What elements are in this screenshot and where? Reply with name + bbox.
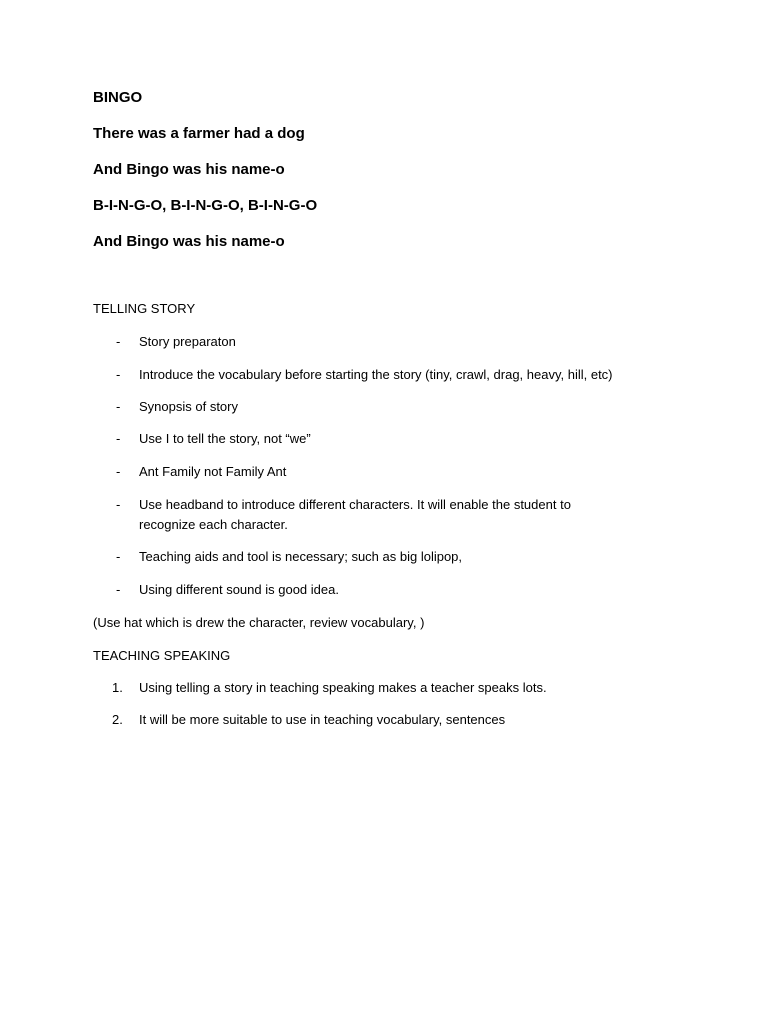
list-number: 1. <box>112 680 123 695</box>
list-dash: - <box>116 549 121 564</box>
section-heading-telling-story: TELLING STORY <box>93 301 196 316</box>
list-item-text: Ant Family not Family Ant <box>139 464 287 479</box>
list-item-text: Use headband to introduce different characters. It will enable the student to recognize each character. <box>139 497 571 532</box>
list-item-text: Synopsis of story <box>139 399 238 414</box>
list-dash: - <box>116 367 121 382</box>
list-dash: - <box>116 431 121 446</box>
song-line: B-I-N-G-O, B-I-N-G-O, B-I-N-G-O <box>93 197 318 214</box>
list-item-text: Use I to tell the story, not “we” <box>139 431 311 446</box>
list-item-text: Introduce the vocabulary before starting the story (tiny, crawl, drag, heavy, hill, etc) <box>139 367 613 382</box>
numbered-list-item <box>112 678 672 698</box>
song-line: There was a farmer had a dog <box>93 125 305 142</box>
list-item-text: Using different sound is good idea. <box>139 582 339 597</box>
list-item <box>112 365 732 385</box>
section-heading-teaching-speaking: TEACHING SPEAKING <box>93 648 231 663</box>
list-item <box>112 397 672 417</box>
list-dash: - <box>116 334 121 349</box>
list-item <box>112 547 672 567</box>
list-item <box>112 462 672 482</box>
list-item <box>112 429 672 449</box>
song-line: And Bingo was his name-o <box>93 233 285 250</box>
list-item <box>112 332 672 352</box>
list-dash: - <box>116 464 121 479</box>
note-text: (Use hat which is drew the character, review vocabulary, ) <box>93 615 425 630</box>
list-dash: - <box>116 497 121 512</box>
list-dash: - <box>116 399 121 414</box>
list-item-text: Story preparaton <box>139 334 236 349</box>
list-item <box>112 495 622 535</box>
list-number: 2. <box>112 712 123 727</box>
list-item-text: It will be more suitable to use in teaching vocabulary, sentences <box>139 712 506 727</box>
list-item <box>112 580 672 600</box>
song-title: BINGO <box>93 89 143 106</box>
list-item-text: Using telling a story in teaching speaking makes a teacher speaks lots. <box>139 680 547 695</box>
list-item-text: Teaching aids and tool is necessary; such as big lolipop, <box>139 549 463 564</box>
song-line: And Bingo was his name-o <box>93 161 285 178</box>
numbered-list-item <box>112 710 672 730</box>
list-dash: - <box>116 582 121 597</box>
